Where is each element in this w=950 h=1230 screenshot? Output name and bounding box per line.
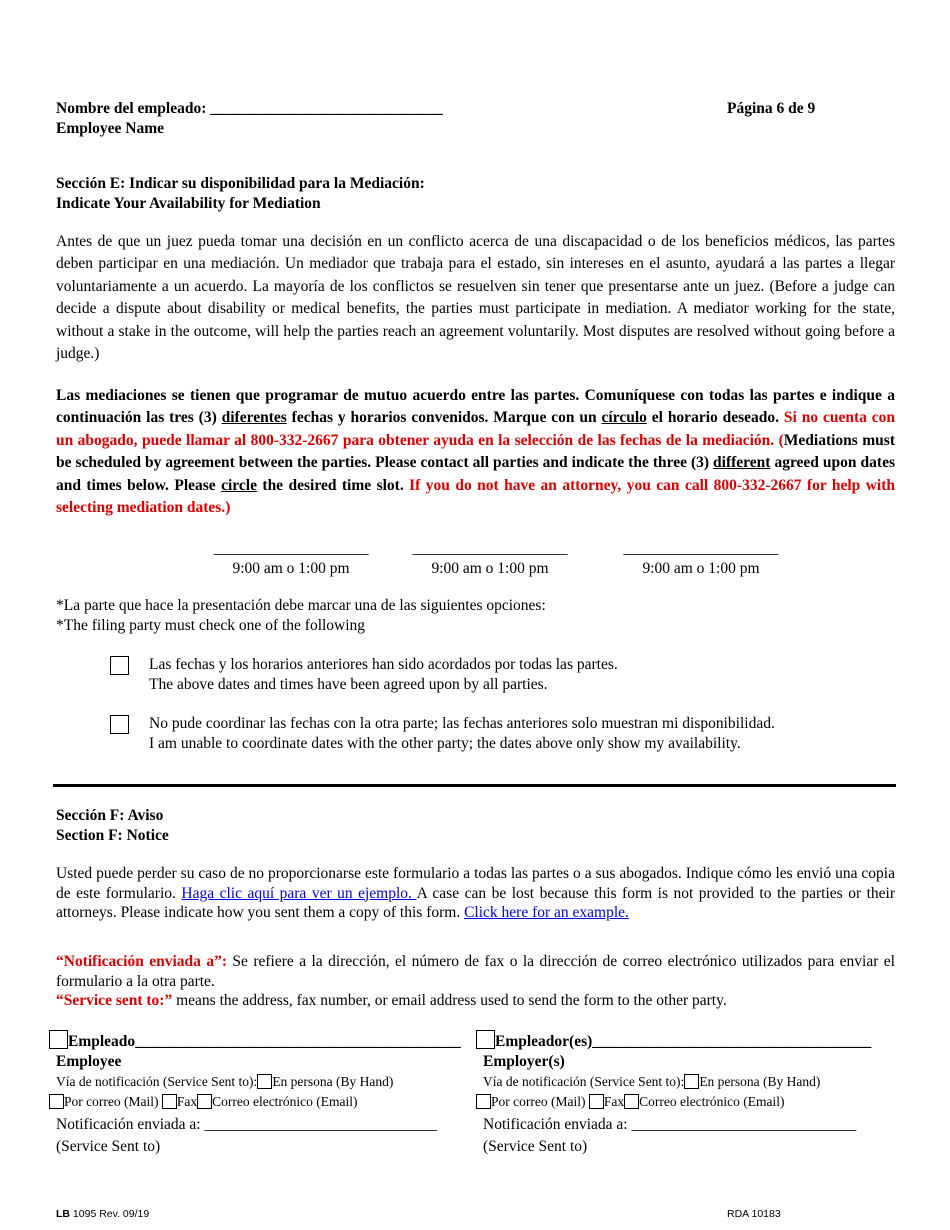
unable-coordinate-checkbox[interactable] (110, 715, 129, 734)
employer-email-checkbox[interactable] (624, 1094, 639, 1109)
employer-label: Empleador(es) (495, 1033, 593, 1050)
employer-sent-to-field[interactable]: Notificación enviada a: _____________________________ (483, 1115, 857, 1133)
employer-label-en: Employer(s) (483, 1053, 565, 1070)
agreed-dates-checkbox[interactable] (110, 656, 129, 675)
example-link-es[interactable]: Haga clic aquí para ver un ejemplo. (181, 884, 417, 902)
example-link-en[interactable]: Click here for an example. (464, 904, 629, 922)
date-slot-blank[interactable]: ____________________ (623, 540, 779, 557)
employee-mail-checkbox[interactable] (49, 1094, 64, 1109)
date-slot-blank[interactable]: ____________________ (213, 540, 369, 557)
employer-checkbox[interactable] (476, 1030, 495, 1049)
employer-service-block: Empleador(es)____________________________________ Employer(s) Vía de notificación (Service Sent to): En persona (By Hand) Por correo (Mail) Fax Correo electrónico (Email) Notificación enviada a: _____________________________ (Service Sent to) (476, 1030, 916, 1158)
employee-label-en: Employee (56, 1053, 122, 1070)
employee-name-blank[interactable]: ______________________________ (210, 100, 443, 117)
employee-fax-checkbox[interactable] (162, 1094, 177, 1109)
employee-label: Empleado (68, 1033, 136, 1050)
filing-party-note: *La parte que hace la presentación debe marcar una de las siguientes opciones: *The filing party must check one of the following (56, 597, 546, 634)
employee-name-field (56, 99, 443, 138)
section-divider (53, 784, 896, 787)
employee-sent-to-field[interactable]: Notificación enviada a: ______________________________ (56, 1115, 437, 1133)
employee-service-block: Empleado__________________________________________ Employee Vía de notificación (Service Sent to): En persona (By Hand) Por correo (Mail) Fax Correo electrónico (Email) Notificación enviada a: ______________________________ (Service Sent to) (49, 1030, 469, 1158)
date-slot-2[interactable] (410, 539, 570, 578)
section-e-title (56, 174, 425, 213)
notice-paragraph: Usted puede perder su caso de no proporcionarse este formulario a todas las partes o a sus abogados. Indique cómo les envió una copia de este formulario. Haga clic aquí para ver un ejemplo. A case can be lost because this form is not provided to the parties or their attorneys. Please indicate how you sent them a copy of this form. Click here for an example. (56, 865, 896, 922)
employee-checkbox[interactable] (49, 1030, 68, 1049)
date-slot-times: 9:00 am o 1:00 pm (232, 559, 350, 577)
date-slot-1[interactable] (211, 539, 371, 578)
option-unable-text: No pude coordinar las fechas con la otra parte; las fechas anteriores solo muestran mi disponibilidad. I am unable to coordinate dates with the other party; the dates above only show my availability. (149, 715, 775, 752)
employee-name-label-en: Employee Name (56, 119, 165, 137)
section-e-title-es: Sección E: Indicar su disponibilidad para la Mediación: (56, 175, 425, 192)
employer-by-hand-checkbox[interactable] (684, 1074, 699, 1089)
date-slot-times: 9:00 am o 1:00 pm (642, 559, 760, 577)
section-f-title: Sección F: Aviso Section F: Notice (56, 807, 169, 844)
date-slot-times: 9:00 am o 1:00 pm (431, 559, 549, 577)
date-slot-blank[interactable]: ____________________ (412, 540, 568, 557)
employee-by-hand-checkbox[interactable] (257, 1074, 272, 1089)
date-slot-3[interactable] (621, 539, 781, 578)
form-revision: LB 1095 Rev. 09/19 (56, 1208, 150, 1220)
page-number: Página 6 de 9 (727, 100, 816, 117)
scheduling-paragraph: Las mediaciones se tienen que programar de mutuo acuerdo entre las partes. Comuníquese con todas las partes e indique a continuación las tres (3) diferentes fechas y horarios convenidos. Marque con un círculo el horario deseado. Si no cuenta con un abogado, puede llamar al 800-332-2667 para obtener ayuda en la selección de las fechas de la mediación. (Mediations must be scheduled by agreement between the parties. Please contact all parties and indicate the three (3) different agreed upon dates and times below. Please circle the desired time slot. If you do not have an attorney, you can call 800-332-2667 for help with selecting mediation dates.) (56, 387, 896, 517)
employer-fax-checkbox[interactable] (589, 1094, 604, 1109)
mediation-intro-paragraph: Antes de que un juez pueda tomar una decisión en un conflicto acerca de una discapacidad o de los beneficios médicos, las partes deben participar en una mediación. Un mediador que trabaja para el estado, sin intereses en el asunto, ayudará a las partes a llegar voluntariamente a un acuerdo. La mayoría de los conflictos se resuelven sin tener que presentarse ante un juez. (Before a judge can decide a dispute about disability or medical benefits, the parties must participate in mediation. A mediator working for the state, without a stake in the outcome, will help the parties reach an agreement voluntarily. Most disputes are resolved without going before a judge.) (56, 233, 895, 363)
employer-mail-checkbox[interactable] (476, 1094, 491, 1109)
employee-name-label: Nombre del empleado: (56, 100, 207, 117)
rda-number: RDA 10183 (727, 1208, 781, 1220)
section-e-title-en: Indicate Your Availability for Mediation (56, 194, 321, 212)
option-agreed-text: Las fechas y los horarios anteriores han sido acordados por todas las partes. The above dates and times have been agreed upon by all parties. (149, 656, 618, 693)
service-definition: “Notificación enviada a”: Se refiere a la dirección, el número de fax o la dirección de correo electrónico utilizados para enviar el formulario a la otra parte. “Service sent to:” means the address, fax number, or email address used to send the form to the other party. (56, 953, 895, 1010)
employee-email-checkbox[interactable] (197, 1094, 212, 1109)
